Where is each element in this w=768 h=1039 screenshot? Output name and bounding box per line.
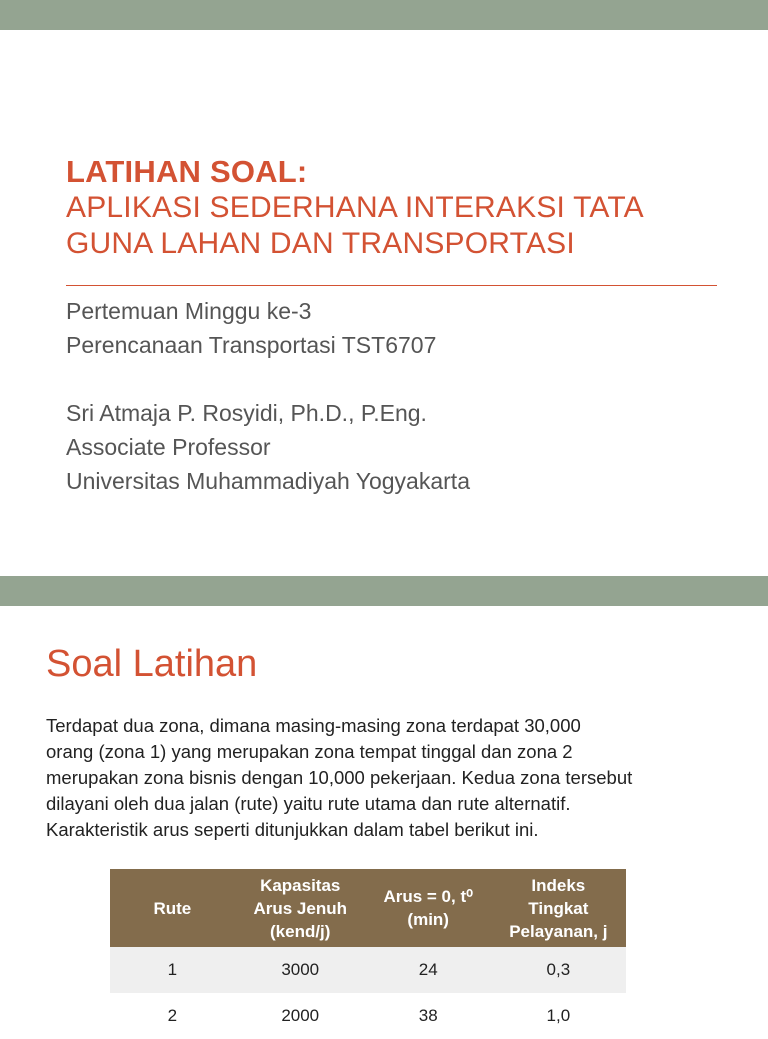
course-info: [66, 294, 436, 362]
author-name: Sri Atmaja P. Rosyidi, Ph.D., P.Eng.: [66, 400, 427, 426]
paragraph-line: merupakan zona bisnis dengan 10,000 pekerjaan. Kedua zona tersebut: [46, 767, 633, 788]
problem-paragraph: [46, 713, 736, 843]
table-header-row: [110, 869, 626, 947]
paragraph-line: Karakteristik arus seperti ditunjukkan dalam tabel berikut ini.: [46, 819, 539, 840]
meeting-line: Pertemuan Minggu ke-3: [66, 298, 312, 324]
cell-time: 38: [366, 993, 491, 1039]
paragraph-line: Terdapat dua zona, dimana masing-masing zona terdapat 30,000: [46, 715, 581, 736]
cell-index: 0,3: [491, 947, 626, 993]
table-row: [110, 993, 626, 1039]
slide-1-title-line-3: GUNA LAHAN DAN TRANSPORTASI: [66, 227, 575, 260]
slide-1-title-line-2: APLIKASI SEDERHANA INTERAKSI TATA: [66, 191, 644, 224]
top-band: [0, 0, 768, 30]
table-row: [110, 947, 626, 993]
header-route: Rute: [110, 869, 235, 947]
cell-time: 24: [366, 947, 491, 993]
author-position: Associate Professor: [66, 434, 271, 460]
cell-index: 1,0: [491, 993, 626, 1039]
route-characteristics-table: [110, 869, 626, 1039]
slide-1-title-block: [66, 154, 716, 262]
slide-1-title: LATIHAN SOAL:: [66, 154, 308, 189]
course-line: Perencanaan Transportasi TST6707: [66, 332, 437, 358]
author-affiliation: Universitas Muhammadiyah Yogyakarta: [66, 468, 470, 494]
header-free-flow-time: Arus = 0, t⁰ (min): [366, 869, 491, 947]
author-info: [66, 396, 470, 498]
paragraph-line: orang (zona 1) yang merupakan zona tempat tinggal dan zona 2: [46, 741, 573, 762]
header-capacity: Kapasitas Arus Jenuh (kend/j): [235, 869, 366, 947]
cell-route: 1: [110, 947, 235, 993]
cell-capacity: 2000: [235, 993, 366, 1039]
header-service-index: Indeks Tingkat Pelayanan, j: [491, 869, 626, 947]
title-divider: [66, 285, 717, 286]
slide-separator-band: [0, 576, 768, 606]
cell-capacity: 3000: [235, 947, 366, 993]
cell-route: 2: [110, 993, 235, 1039]
paragraph-line: dilayani oleh dua jalan (rute) yaitu rute utama dan rute alternatif.: [46, 793, 571, 814]
slide-2-title: Soal Latihan: [46, 643, 258, 685]
